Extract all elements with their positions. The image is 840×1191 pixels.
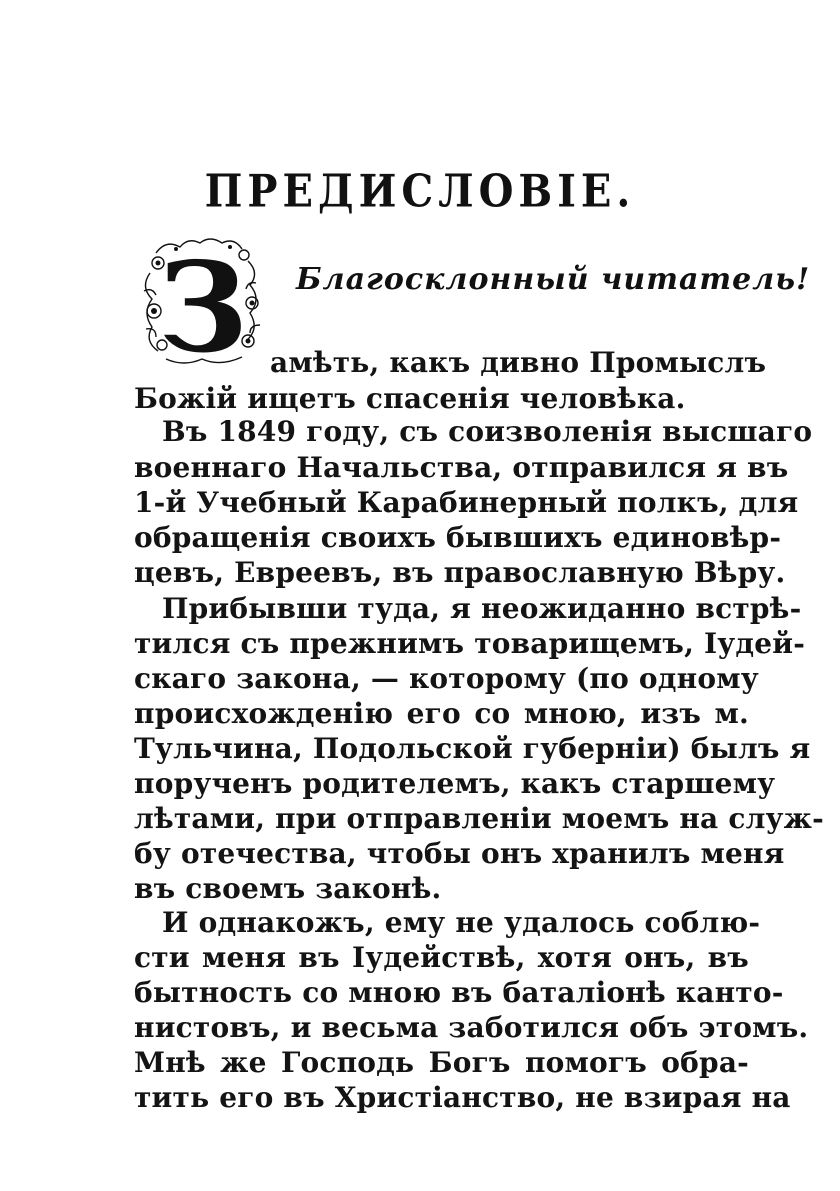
text-line: 1-й Учебный Карабинерный полкъ, для — [134, 486, 799, 519]
text-line: цевъ, Евреевъ, въ православную Вѣру. — [134, 556, 786, 589]
text-line: Божій ищетъ спасенія человѣка. — [134, 382, 686, 415]
text-line: амѣть, какъ дивно Промыслъ — [270, 346, 767, 379]
text-line: И однакожъ, ему не удалось соблю- — [162, 906, 761, 939]
text-line: военнаго Начальства, отправился я въ — [134, 451, 789, 484]
page-title: ПРЕДИСЛОВІЕ. — [204, 165, 636, 218]
text-line: тить его въ Христіанство, не взирая на — [134, 1081, 791, 1114]
text-line: Мнѣ же Господь Богъ помогъ обра- — [134, 1046, 749, 1079]
text-line: обращенія своихъ бывшихъ единовѣр- — [134, 521, 782, 554]
text-line: происхожденію его со мною, изъ м. — [134, 697, 749, 730]
text-line: тился съ прежнимъ товарищемъ, Іудей- — [134, 627, 806, 660]
text-line: Тульчина, Подольской губерніи) былъ я — [134, 732, 811, 765]
decorated-initial-letter — [136, 233, 270, 371]
greeting-line: Благосклонный читатель! — [296, 262, 811, 297]
text-line: бытность со мною въ баталіонѣ канто- — [134, 976, 784, 1009]
text-line: Въ 1849 году, съ соизволенія высшаго — [162, 415, 813, 448]
text-line: скаго закона, — которому (по одному — [134, 662, 759, 695]
text-line: лѣтами, при отправленіи моемъ на служ- — [134, 802, 824, 835]
text-line: сти меня въ Іудействѣ, хотя онъ, въ — [134, 941, 749, 974]
text-line: Прибывши туда, я неожиданно встрѣ- — [162, 592, 802, 625]
initial-letter-glyph: З — [158, 236, 248, 371]
text-line: въ своемъ законѣ. — [134, 872, 442, 905]
text-line: бу отечества, чтобы онъ хранилъ меня — [134, 837, 785, 870]
text-line: нистовъ, и весьма заботился объ этомъ. — [134, 1011, 809, 1044]
text-line: порученъ родителемъ, какъ старшему — [134, 767, 776, 800]
